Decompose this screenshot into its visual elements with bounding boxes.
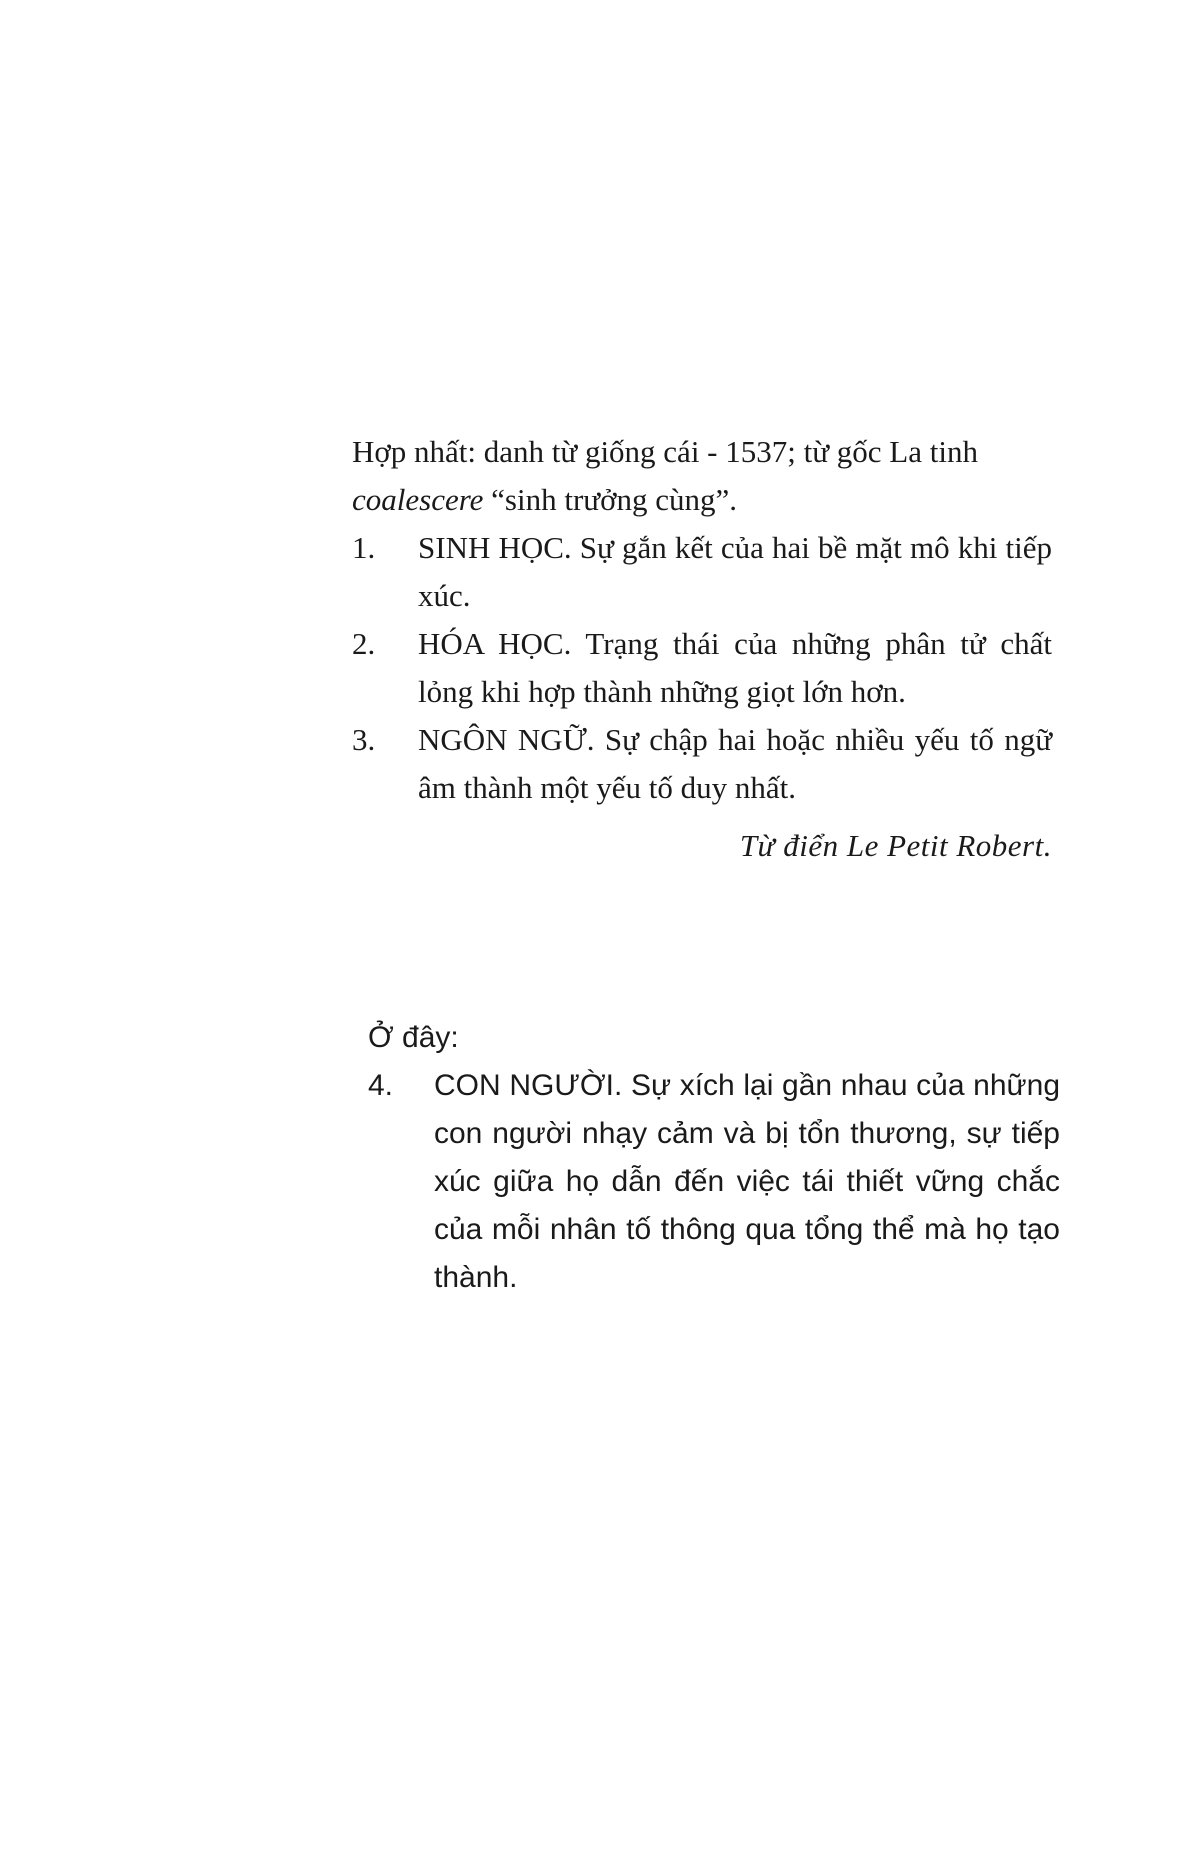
author-addendum	[368, 1014, 1060, 1302]
etymology-line	[352, 476, 1052, 524]
item-number: 3.	[352, 722, 376, 757]
definition-list	[352, 524, 1052, 812]
source-citation: Từ điển Le Petit Robert.	[739, 828, 1052, 863]
definition-item	[352, 524, 1052, 620]
addendum-list	[368, 1062, 1060, 1302]
item-number: 4.	[368, 1069, 394, 1102]
item-number: 1.	[352, 530, 376, 565]
dictionary-definition	[352, 428, 1052, 870]
item-text: NGÔN NGỮ. Sự chập hai hoặc nhiều yếu tố ngữ âm thành một yếu tố duy nhất.	[418, 722, 1052, 805]
definition-intro: Hợp nhất: danh từ giống cái - 1537; từ gốc La tinh	[352, 434, 978, 469]
definition-item	[368, 1062, 1060, 1302]
addendum-heading: Ở đây:	[368, 1021, 459, 1054]
latin-meaning: “sinh trưởng cùng”.	[483, 482, 737, 517]
definition-item	[352, 620, 1052, 716]
definition-item	[352, 716, 1052, 812]
item-text: CON NGƯỜI. Sự xích lại gần nhau của những con người nhạy cảm và bị tổn thương, sự tiếp xúc giữa họ dẫn đến việc tái thiết vững chắc của mỗi nhân tố thông qua tổng thể mà họ tạo thành.	[434, 1069, 1060, 1294]
latin-word: coalescere	[352, 482, 484, 517]
item-text: HÓA HỌC. Trạng thái của những phân tử chất lỏng khi hợp thành những giọt lớn hơn.	[418, 626, 1052, 709]
item-text: SINH HỌC. Sự gắn kết của hai bề mặt mô khi tiếp xúc.	[418, 530, 1052, 613]
item-number: 2.	[352, 626, 376, 661]
